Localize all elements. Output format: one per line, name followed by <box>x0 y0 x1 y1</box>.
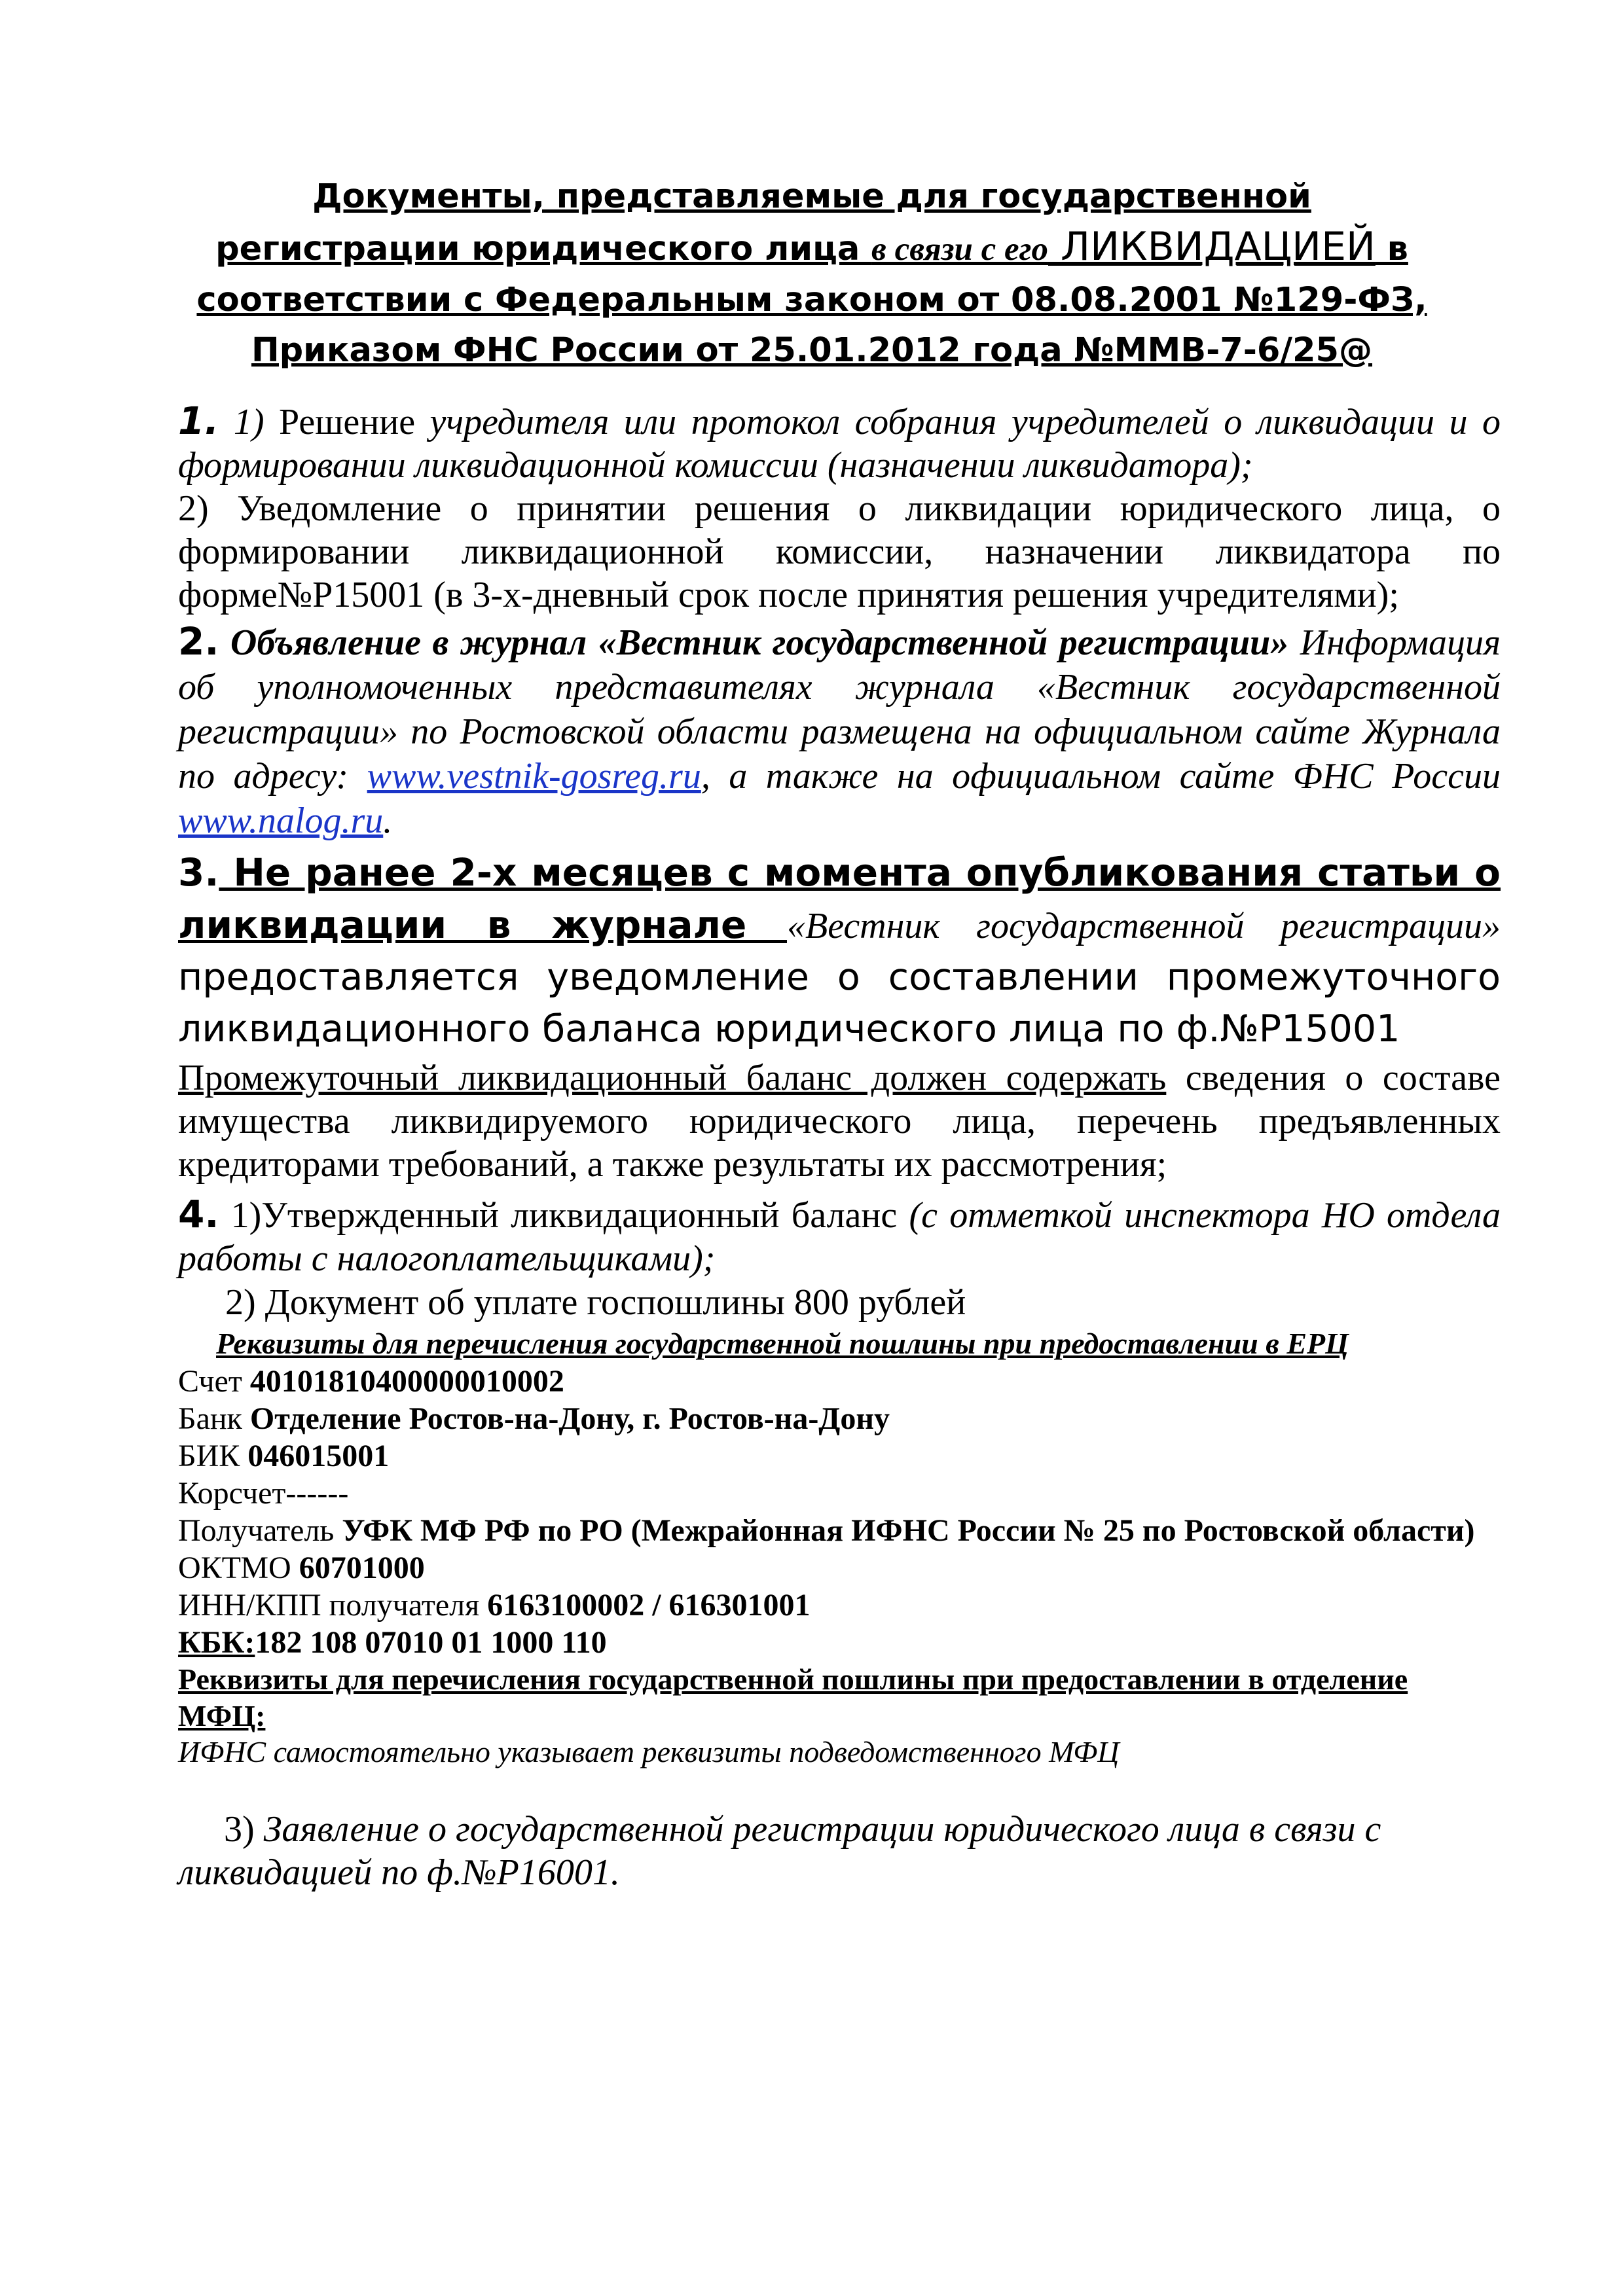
mfc-requisites-title: Реквизиты для перечисления государственной пошлины при предоставлении в отделение МФЦ: <box>178 1662 1408 1732</box>
section-3-heading-line <box>178 847 1501 1055</box>
section-4-item-2 <box>178 1280 1501 1325</box>
section-4-item-1 <box>178 1193 1501 1280</box>
kbk-row <box>178 1624 1501 1661</box>
account-label: Счет <box>178 1364 250 1399</box>
section-2-info-end: . <box>383 800 393 841</box>
section-4-item-3-number: 3) <box>224 1809 264 1850</box>
document-body <box>178 399 1501 1894</box>
oktmo-value: 60701000 <box>299 1551 425 1585</box>
section-3-notice: предоставляется уведомление о составлении промежуточного ликвидационного баланса юридического лица по ф.№Р15001 <box>178 956 1501 1050</box>
recipient-label: Получатель <box>178 1513 342 1548</box>
section-1-item-2 <box>178 487 1501 617</box>
title-part-4: в соответствии с Федеральным законом от 08.08.2001 №129-ФЗ, Приказом ФНС России от 25.01.2012 года №ММВ-7-6/25@ <box>196 230 1427 370</box>
section-4-item-1-text: 1)Утвержденный ликвидационный баланс <box>219 1195 909 1236</box>
bik-row <box>178 1437 1501 1475</box>
recipient-value: УФК МФ РФ по РО (Межрайонная ИФНС России № 25 по Ростовской области) <box>342 1513 1475 1548</box>
corr-row <box>178 1475 1501 1512</box>
section-4-item-3 <box>178 1808 1501 1894</box>
section-4-item-3-text: Заявление о государственной регистрации юридического лица в связи с ликвидацией по ф.№Р16001. <box>178 1809 1381 1893</box>
section-1-item-1-number: 1) <box>219 402 264 442</box>
section-3-requirement-text: сведения о составе имущества ликвидируемого юридического лица, перечень предъявленных кредиторами требований, а также результаты их рассмотрения; <box>178 1058 1501 1185</box>
inn-row <box>178 1587 1501 1624</box>
nalog-link[interactable]: www.nalog.ru <box>178 800 384 841</box>
mfc-note: ИФНС самостоятельно указывает реквизиты подведомственного МФЦ <box>178 1735 1120 1768</box>
section-1-item-1-text: учредителя или протокол собрания учредителей о ликвидации и о формировании ликвидационной комиссии (назначении ликвидатора); <box>178 402 1501 486</box>
account-row <box>178 1363 1501 1400</box>
section-1-item-1 <box>178 399 1501 487</box>
account-value: 40101810400000010002 <box>249 1364 564 1399</box>
section-2-info: Информация об уполномоченных представителях журнала «Вестник государственной регистрации» по Ростовской области размещена на официальном сайте Журнала по адресу: <box>178 622 1501 797</box>
title-part-2: в связи с его <box>871 231 1048 268</box>
section-4-item-2-text: 2) Документ об уплате госпошлины 800 рублей <box>225 1282 966 1323</box>
section-3-journal: «Вестник государственной регистрации» <box>787 906 1501 946</box>
section-2-heading: Объявление в журнал «Вестник государственной регистрации» <box>230 622 1289 663</box>
section-3-heading: Не ранее 2-х месяцев с момента опубликования статьи о ликвидации в журнале <box>178 850 1501 947</box>
title-part-1: Документы, представляемые для государственной регистрации юридического лица <box>215 177 1311 268</box>
section-2-number: 2. <box>178 619 219 664</box>
recipient-row <box>178 1512 1501 1549</box>
title-liquidation-word: ЛИКВИДАЦИЕЙ <box>1048 224 1376 270</box>
erc-requisites-title: Реквизиты для перечисления государственной пошлины при предоставлении в ЕРЦ <box>216 1327 1349 1360</box>
section-3-number: 3. <box>178 850 219 895</box>
section-2-info-2: , а также на официальном сайте ФНС России <box>701 756 1501 797</box>
section-1-item-1-word: Решение <box>264 402 430 442</box>
section-3-requirement-lead: Промежуточный ликвидационный баланс должен содержать <box>178 1058 1167 1098</box>
oktmo-row <box>178 1549 1501 1587</box>
oktmo-label: ОКТМО <box>178 1551 299 1585</box>
section-4-number: 4. <box>178 1192 219 1236</box>
kbk-value: 182 108 07010 01 1000 110 <box>255 1625 607 1660</box>
section-1-item-2-text: 2) Уведомление о принятии решения о ликвидации юридического лица, о формировании ликвидационной комиссии, назначении ликвидатора по форме№Р15001 (в 3-х-дневный срок после принятия решения учредителями); <box>178 488 1501 615</box>
section-1-number: 1. <box>178 399 219 443</box>
document-title <box>196 171 1427 376</box>
bank-label: Банк <box>178 1401 250 1436</box>
bik-label: БИК <box>178 1439 248 1473</box>
erc-requisites <box>178 1325 1501 1770</box>
kbk-label: КБК: <box>178 1625 255 1660</box>
corr-account: Корсчет------ <box>178 1476 349 1511</box>
section-4-item-1-note: (с отметкой инспектора НО отдела работы с налогоплательщиками); <box>178 1195 1501 1279</box>
inn-label: ИНН/КПП получателя <box>178 1588 488 1623</box>
bik-value: 046015001 <box>247 1439 390 1473</box>
vestnik-link[interactable]: www.vestnik-gosreg.ru <box>367 756 701 797</box>
bank-row <box>178 1400 1501 1437</box>
bank-value: Отделение Ростов-на-Дону, г. Ростов-на-Дону <box>249 1401 890 1436</box>
section-3-requirements <box>178 1056 1501 1186</box>
inn-value: 6163100002 / 616301001 <box>487 1588 811 1623</box>
section-2 <box>178 619 1501 843</box>
